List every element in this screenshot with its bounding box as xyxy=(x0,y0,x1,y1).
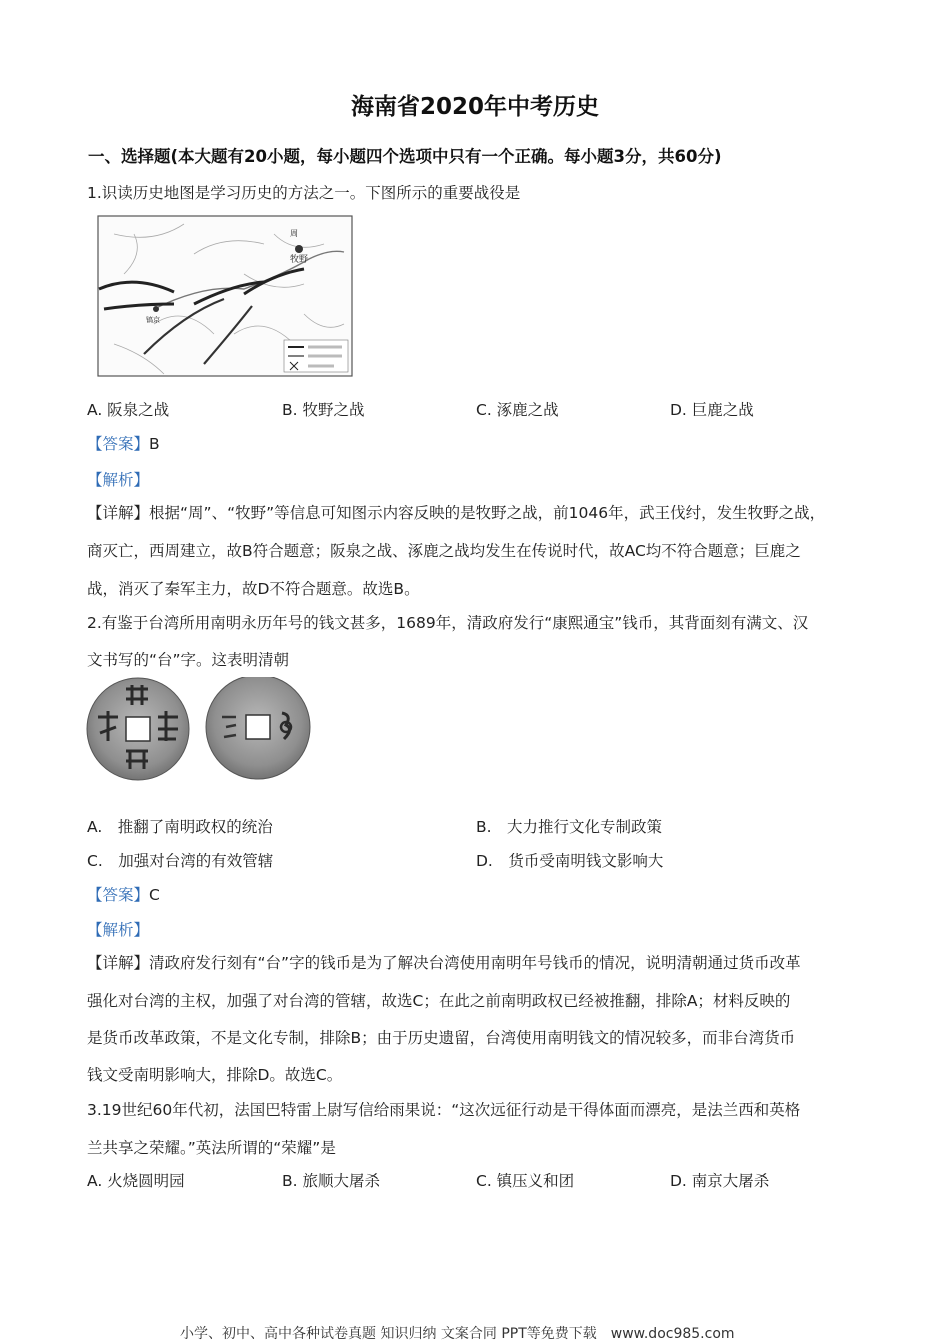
q1-answer xyxy=(87,432,160,454)
q2-option-a: A. 推翻了南明政权的统治 xyxy=(87,818,273,836)
q3-option-d: D. 南京大屠杀 xyxy=(670,1172,770,1190)
q1-detail-text-1: 根据“周”、“牧野”等信息可知图示内容反映的是牧野之战，前1046年，武王伐纣，发生牧野之战， xyxy=(149,504,826,522)
map-label-muye: 牧野 xyxy=(290,255,309,265)
coins-image xyxy=(86,677,316,782)
q2-analysis-tag: 【解析】 xyxy=(87,921,150,939)
q3-option-a: A. 火烧圆明园 xyxy=(87,1172,185,1190)
q1-option-d: D. 巨鹿之战 xyxy=(670,401,754,419)
footer-text: 小学、初中、高中各种试卷真题 知识归纳 文案合同 PPT等免费下载 www.doc985.com xyxy=(180,1326,735,1342)
page-title: 海南省2020年中考历史 xyxy=(350,94,599,120)
q2-answer-tag: 【答案】 xyxy=(87,886,150,904)
q1-option-c: C. 涿鹿之战 xyxy=(476,401,559,419)
q2-detail-tag: 【详解】 xyxy=(87,954,150,972)
q2-answer xyxy=(87,883,160,905)
q1-option-b: B. 牧野之战 xyxy=(282,401,365,419)
q1-detail-tag: 【详解】 xyxy=(87,504,150,522)
q2-detail-line-4: 钱文受南明影响大，排除D。故选C。 xyxy=(87,1066,343,1084)
q1-answer-value: B xyxy=(149,435,160,453)
q3-stem-line-1: 3.19世纪60年代初，法国巴特雷上尉写信给雨果说：“这次远征行动是干得体面而漂亮，是法兰西和英格 xyxy=(87,1101,801,1119)
q2-stem-line-2: 文书写的“台”字。这表明清朝 xyxy=(87,651,290,669)
q1-detail-line-2: 商灭亡，西周建立，故B符合题意；阪泉之战、涿鹿之战均发生在传说时代，故AC均不符合题意；巨鹿之 xyxy=(87,542,801,560)
q2-option-d: D. 货币受南明钱文影响大 xyxy=(476,852,664,870)
q2-detail-line-3: 是货币改革政策，不是文化专制，排除B；由于历史遗留，台湾使用南明钱文的情况较多，而非台湾货币 xyxy=(87,1029,796,1047)
q1-detail-line-1 xyxy=(87,501,825,523)
q2-option-b: B. 大力推行文化专制政策 xyxy=(476,818,663,836)
map-label-haojing: 镐京 xyxy=(146,316,160,324)
q1-stem: 1.识读历史地图是学习历史的方法之一。下图所示的重要战役是 xyxy=(87,184,521,202)
q2-detail-line-2: 强化对台湾的主权，加强了对台湾的管辖，故选C；在此之前南明政权已经被推翻，排除A；材料反映的 xyxy=(87,992,791,1010)
q3-option-c: C. 镇压义和团 xyxy=(476,1172,575,1190)
map-label-zhou: 周 xyxy=(290,229,298,238)
battle-map-image xyxy=(94,214,356,382)
q2-detail-line-1 xyxy=(87,951,801,973)
section-heading: 一、选择题(本大题有20小题，每小题四个选项中只有一个正确。每小题3分，共60分) xyxy=(88,147,722,166)
q2-stem-line-1: 2.有鉴于台湾所用南明永历年号的钱文甚多，1689年，清政府发行“康熙通宝”钱币，其背面刻有满文、汉 xyxy=(87,614,809,632)
q1-answer-tag: 【答案】 xyxy=(87,435,150,453)
q3-option-b: B. 旅顺大屠杀 xyxy=(282,1172,380,1190)
q2-detail-text-1: 清政府发行刻有“台”字的钱币是为了解决台湾使用南明年号钱币的情况，说明清朝通过货币改革 xyxy=(149,954,801,972)
q1-option-a: A. 阪泉之战 xyxy=(87,401,170,419)
q2-option-c: C. 加强对台湾的有效管辖 xyxy=(87,852,274,870)
q2-answer-value: C xyxy=(149,886,160,904)
q3-stem-line-2: 兰共享之荣耀。”英法所谓的“荣耀”是 xyxy=(87,1139,336,1157)
q1-analysis-tag: 【解析】 xyxy=(87,471,150,489)
q1-detail-line-3: 战，消灭了秦军主力，故D不符合题意。故选B。 xyxy=(87,580,420,598)
